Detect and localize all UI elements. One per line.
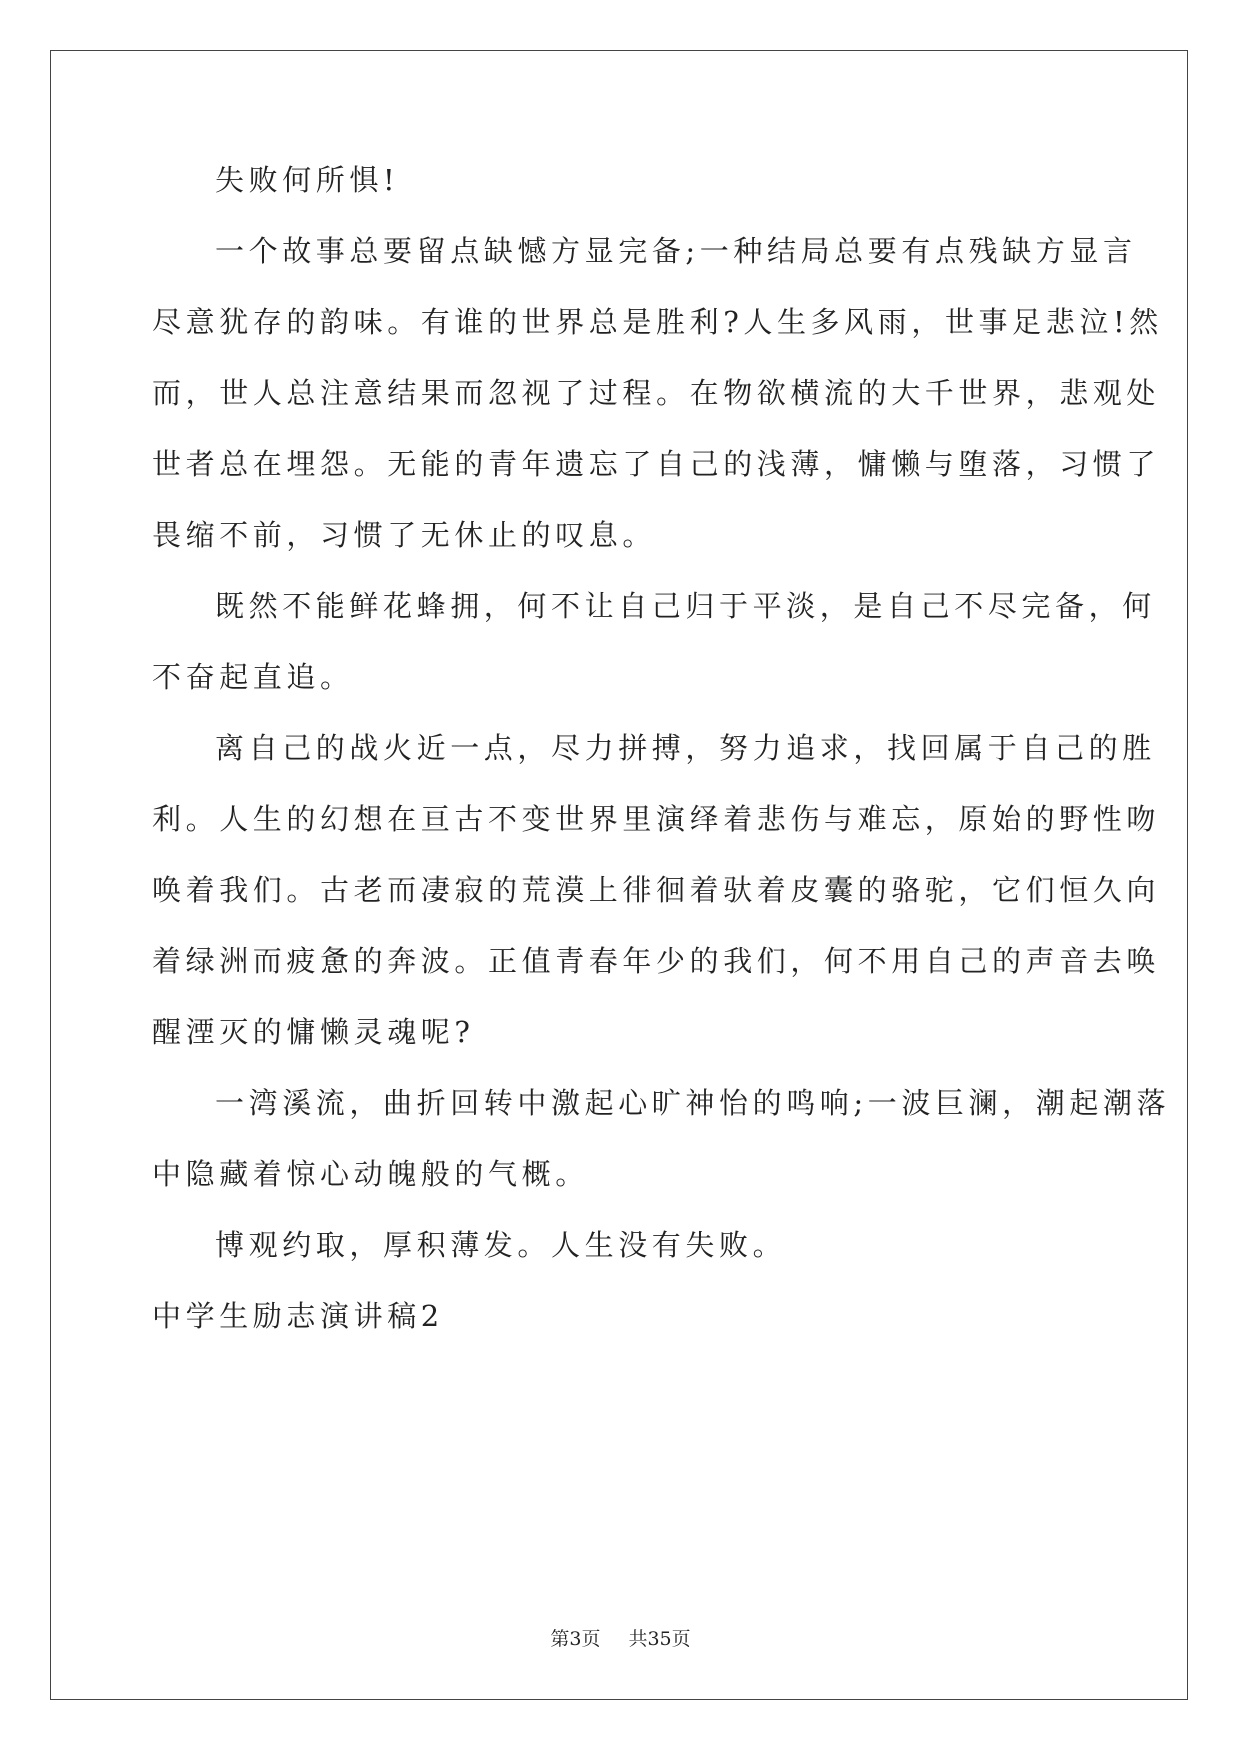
paragraph-line: 一个故事总要留点缺憾方显完备;一种结局总要有点残缺方显言 [215, 234, 1137, 268]
paragraph-line: 唤着我们。古老而凄寂的荒漠上徘徊着驮着皮囊的骆驼，它们恒久向 [152, 873, 1161, 907]
page-number: 第3页 [550, 1628, 601, 1650]
paragraph-line: 博观约取，厚积薄发。人生没有失败。 [215, 1228, 787, 1262]
paragraph-line: 中隐藏着惊心动魄般的气概。 [152, 1157, 589, 1191]
paragraph-line: 醒湮灭的慵懒灵魂呢? [152, 1015, 475, 1049]
paragraph-line: 一湾溪流，曲折回转中激起心旷神怡的鸣响;一波巨澜，潮起潮落 [215, 1086, 1171, 1120]
paragraph-line: 失败何所惧! [215, 163, 400, 197]
paragraph-line: 离自己的战火近一点，尽力拼搏，努力追求，找回属于自己的胜 [215, 731, 1156, 765]
paragraph-line: 畏缩不前，习惯了无休止的叹息。 [152, 518, 657, 552]
paragraph-line: 既然不能鲜花蜂拥，何不让自己归于平淡，是自己不尽完备，何 [215, 589, 1156, 623]
paragraph-line: 而，世人总注意结果而忽视了过程。在物欲横流的大千世界，悲观处 [152, 376, 1161, 410]
page-total: 共35页 [628, 1628, 691, 1650]
paragraph-line: 世者总在埋怨。无能的青年遗忘了自己的浅薄，慵懒与堕落，习惯了 [152, 447, 1161, 481]
paragraph-line: 利。人生的幻想在亘古不变世界里演绎着悲伤与难忘，原始的野性吻 [152, 802, 1161, 836]
page-footer [0, 1627, 1241, 1651]
paragraph-line: 尽意犹存的韵味。有谁的世界总是胜利?人生多风雨，世事足悲泣!然 [152, 305, 1163, 339]
paragraph-line: 不奋起直追。 [152, 660, 354, 694]
section-heading: 中学生励志演讲稿2 [152, 1299, 444, 1333]
paragraph-line: 着绿洲而疲惫的奔波。正值青春年少的我们，何不用自己的声音去唤 [152, 944, 1161, 978]
